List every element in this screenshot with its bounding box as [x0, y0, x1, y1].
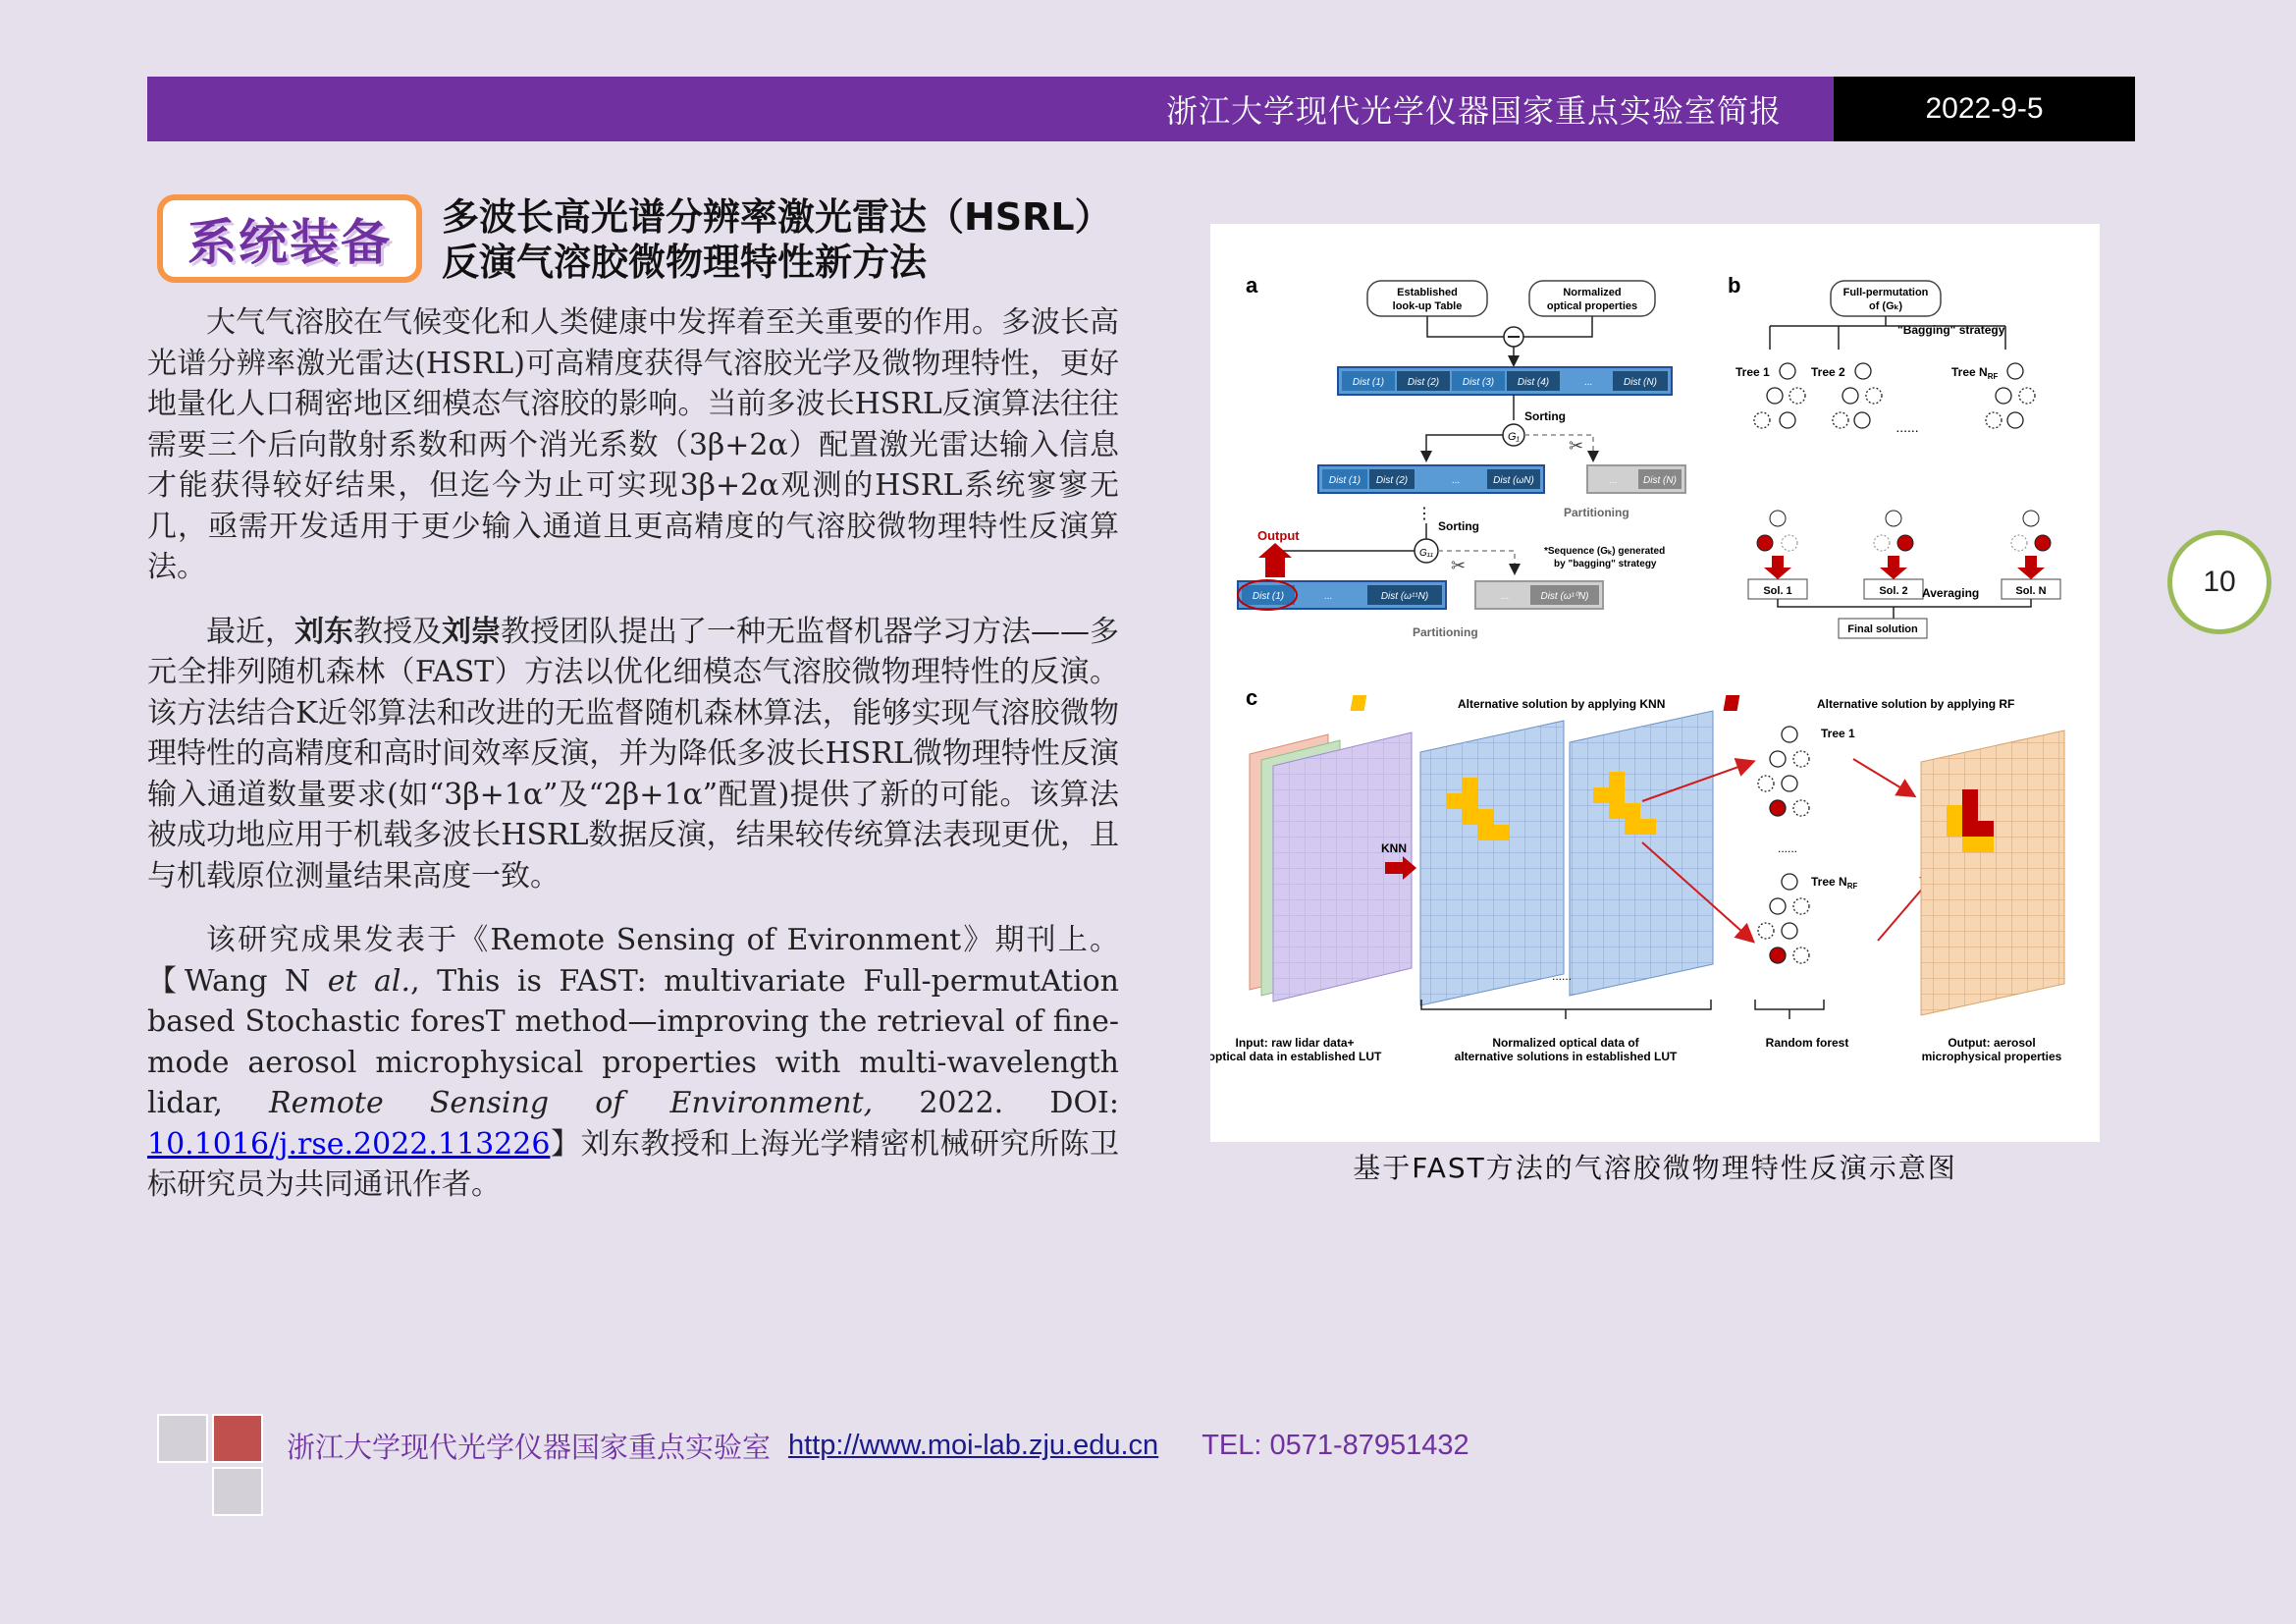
svg-text:Tree 2: Tree 2: [1811, 365, 1845, 379]
svg-text:Input: raw lidar data+: Input: raw lidar data+: [1235, 1036, 1355, 1050]
svg-text:Tree 1: Tree 1: [1821, 727, 1855, 740]
lut-label-1: Established: [1397, 287, 1458, 298]
svg-text:G₁: G₁: [1507, 431, 1521, 443]
logo-square-grey-2: [212, 1467, 263, 1516]
svg-text:Full-permutation: Full-permutation: [1842, 287, 1929, 298]
svg-text:Random forest: Random forest: [1765, 1036, 1849, 1050]
legend-knn: Alternative solution by applying KNN: [1458, 697, 1666, 711]
svg-text:Sol. 1: Sol. 1: [1763, 585, 1792, 597]
p2-text-a: 最近，: [206, 614, 294, 649]
p2-text-c: 教授团队提出了一种无监督机器学习方法——多元全排列随机森林（FAST）方法以优化细模态气溶胶微物理特性的反演。该方法结合K近邻算法和改进的无监督随机森林算法，能够实现气溶胶微物理特性的高精度和高时间效率反演，并为降低多波长HSRL微物理特性反演输入通道数量要求(如“3β+1α”及“2β+1α”配置)提供了新的可能。该算法被成功地应用于机载多波长HSRL数据反演，结果较传统算法表现更优，且与机载原位测量结果高度一致。: [147, 614, 1119, 893]
svg-text:......: ......: [1777, 841, 1798, 855]
legend-knn-swatch: [1351, 695, 1367, 711]
article-title-line1: 多波长高光谱分辨率激光雷达（HSRL）: [442, 195, 1112, 239]
figure-caption: 基于FAST方法的气溶胶微物理特性反演示意图: [1353, 1152, 1957, 1184]
svg-text:Dist (4): Dist (4): [1517, 377, 1550, 388]
partitioning-label-1: Partitioning: [1564, 506, 1629, 519]
article-body: [147, 302, 1119, 1229]
svg-text:Dist (1): Dist (1): [1328, 475, 1362, 486]
paragraph-1: 大气气溶胶在气候变化和人类健康中发挥着至关重要的作用。多波长高光谱分辨率激光雷达(HSRL)可高精度获得气溶胶光学及微物理特性，更好地量化人口稠密地区细模态气溶胶的影响。当前多波长HSRL反演算法往往需要三个后向散射系数和两个消光系数（3β+2α）配置激光雷达输入信息才能获得较好结果，但迄今为止可实现3β+2α观测的HSRL系统寥寥无几，亟需开发适用于更少输入通道且更高精度的气溶胶微物理特性反演算法。: [147, 305, 1119, 584]
svg-text:alternative solutions in estab: alternative solutions in established LUT: [1454, 1050, 1678, 1063]
panel-c-label: c: [1246, 685, 1258, 710]
svg-text:...: ...: [1451, 475, 1461, 486]
nop-label-1: Normalized: [1563, 287, 1622, 298]
p2-author-2: 刘崇: [442, 614, 501, 649]
logo-square-red: [212, 1414, 263, 1463]
svg-text:Dist (ω¹⁰N): Dist (ω¹⁰N): [1540, 591, 1589, 602]
sequence-note-1: *Sequence (Gₖ) generated: [1544, 546, 1666, 557]
sequence-note-2: by "bagging" strategy: [1554, 559, 1657, 569]
svg-text:...: ...: [1500, 591, 1510, 602]
svg-text:of (Gₖ): of (Gₖ): [1868, 300, 1903, 312]
dist-row-1-cells: [1342, 371, 1668, 391]
page-number-badge: 10: [2167, 530, 2271, 634]
sorting-label-1: Sorting: [1524, 409, 1566, 423]
svg-text:...: ...: [1583, 377, 1593, 388]
footer-org: 浙江大学现代光学仪器国家重点实验室: [287, 1431, 772, 1464]
svg-text:Dist (N): Dist (N): [1624, 377, 1657, 388]
svg-text:Dist (2): Dist (2): [1407, 377, 1440, 388]
nop-label-2: optical properties: [1546, 300, 1638, 312]
section-tag-label: 系统装备: [187, 214, 392, 271]
doi-link[interactable]: 10.1016/j.rse.2022.113226: [147, 1126, 551, 1162]
svg-text:Normalized optical data of: Normalized optical data of: [1492, 1036, 1639, 1050]
paragraph-3: [147, 920, 1119, 1206]
svg-text:Output: aerosol: Output: aerosol: [1948, 1036, 2036, 1050]
svg-text:Dist (ωN): Dist (ωN): [1493, 475, 1534, 486]
output-grid: [1921, 731, 2064, 1015]
svg-text:Dist (1): Dist (1): [1252, 591, 1285, 602]
sorting-label-2: Sorting: [1438, 519, 1479, 533]
panel-b-label: b: [1728, 273, 1741, 298]
panel-a-label: a: [1246, 273, 1258, 298]
footer-tel: TEL: 0571-87951432: [1201, 1430, 1469, 1461]
rf-tree-n: [1758, 874, 1809, 963]
tree-leaves: [1757, 511, 2051, 551]
svg-text:Tree NRF: Tree $N_{RF}$: [1811, 875, 1858, 891]
svg-text:microphysical properties: microphysical properties: [1921, 1050, 2062, 1063]
article-title-line2: 反演气溶胶微物理特性新方法: [442, 241, 928, 284]
paragraph-2: [147, 612, 1119, 897]
svg-text:Dist (N): Dist (N): [1643, 475, 1677, 486]
footer-logo: [157, 1414, 270, 1522]
svg-text:Dist (2): Dist (2): [1375, 475, 1409, 486]
p3-text-b: , This is FAST: multivariate Full-permutAtion based Stochastic foresT method—improving the retrieval of fine-mode aerosol microphysical properties with multi-wavelength lidar,: [147, 963, 1119, 1120]
p2-author-1: 刘东: [294, 614, 353, 649]
footer-url-link[interactable]: http://www.moi-lab.zju.edu.cn: [788, 1430, 1159, 1461]
p3-text-d: 】刘东教授和上海光学精密机械研究所陈卫标研究员为共同通讯作者。: [147, 1126, 1119, 1202]
svg-text:Dist (3): Dist (3): [1462, 377, 1495, 388]
normalized-grid-1: [1420, 721, 1564, 1005]
p3-etal: et al.: [327, 963, 411, 999]
footer: [287, 1426, 1469, 1466]
legend-rf: Alternative solution by applying RF: [1817, 697, 2015, 711]
svg-text:✂: ✂: [1569, 436, 1584, 456]
svg-text:Tree NRF: Tree $N_{RF}$: [1951, 365, 1999, 381]
svg-text:✂: ✂: [1451, 556, 1467, 575]
partitioning-label-2: Partitioning: [1413, 625, 1478, 639]
solution-arrows: [1764, 556, 2045, 579]
article-title: [442, 194, 1148, 285]
p2-text-b: 教授及: [353, 614, 442, 649]
fast-diagram: [1210, 224, 2100, 1142]
svg-text:G₁₁: G₁₁: [1418, 548, 1434, 559]
averaging-label: Averaging: [1922, 586, 1980, 600]
svg-text:...: ...: [1323, 591, 1333, 602]
logo-square-grey: [157, 1414, 208, 1463]
lut-label-2: look-up Table: [1392, 300, 1463, 312]
knn-label: KNN: [1381, 841, 1407, 855]
svg-text:...: ...: [1608, 475, 1618, 486]
svg-text:Sol. N: Sol. N: [2015, 585, 2047, 597]
p3-text-c: 2022. DOI:: [873, 1086, 1119, 1120]
svg-text:⋮: ⋮: [1416, 506, 1432, 522]
svg-text:......: ......: [1896, 419, 1919, 435]
svg-text:Dist (ω¹¹N): Dist (ω¹¹N): [1380, 591, 1429, 602]
svg-text:......: ......: [1552, 969, 1573, 983]
section-tag: [157, 194, 422, 283]
svg-text:Final solution: Final solution: [1847, 623, 1918, 635]
svg-text:Sol. 2: Sol. 2: [1879, 585, 1908, 597]
svg-text:Tree 1: Tree 1: [1735, 365, 1770, 379]
figure: [1210, 224, 2100, 1142]
p3-text-a: 该研究成果发表于《Remote Sensing of Evironment》期刊上。【Wang N: [147, 923, 1119, 999]
bagging-label: "Bagging" strategy: [1897, 323, 2005, 337]
p3-journal: Remote Sensing of Environment,: [269, 1086, 874, 1120]
legend-rf-swatch: [1724, 695, 1740, 711]
rf-tree-1: [1758, 727, 1809, 816]
svg-text:Dist (1): Dist (1): [1352, 377, 1385, 388]
header-date: 2022-9-5: [1834, 77, 2135, 141]
output-label: Output: [1257, 528, 1300, 543]
normalized-grid-2: [1570, 711, 1713, 996]
svg-text:optical data in established LU: optical data in established LUT: [1210, 1050, 1382, 1063]
header-title: 浙江大学现代光学仪器国家重点实验室简报: [1165, 92, 1782, 130]
